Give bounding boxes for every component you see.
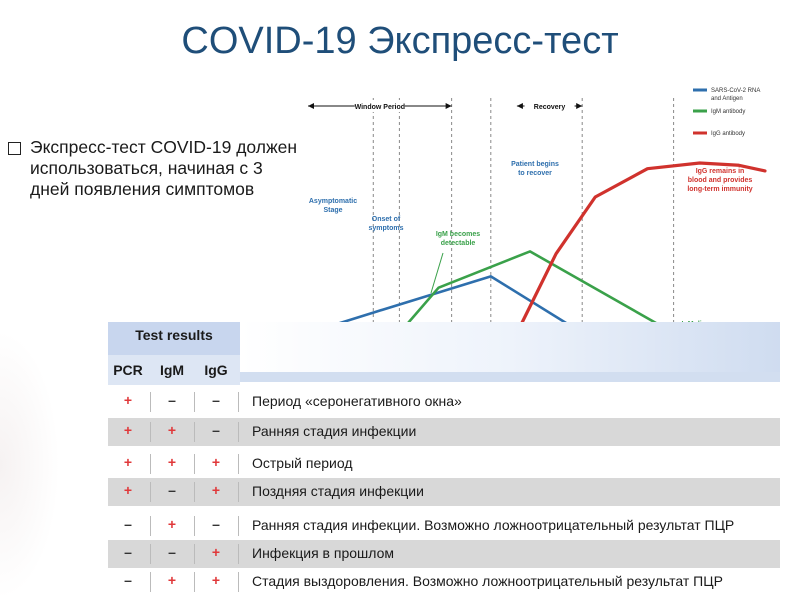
cell-pcr: + bbox=[123, 454, 133, 470]
row-description: Ранняя стадия инфекции. Возможно ложноотрицательный результат ПЦР bbox=[252, 517, 735, 533]
column-separator bbox=[194, 454, 195, 474]
column-separator bbox=[150, 544, 151, 564]
table-row bbox=[108, 388, 780, 416]
cell-igm: + bbox=[167, 422, 177, 438]
column-separator bbox=[194, 544, 195, 564]
annotation-igg-remains: long-term immunity bbox=[687, 186, 753, 193]
annotation-onset: symptoms bbox=[368, 225, 404, 232]
annotation-recover: Patient begins bbox=[511, 161, 559, 168]
column-header-igm: IgM bbox=[159, 362, 185, 378]
annotation-recover: to recover bbox=[518, 170, 552, 177]
annotation-igm-detectable: detectable bbox=[440, 240, 476, 247]
checkbox-bullet-icon bbox=[8, 142, 21, 155]
table-header-gradient bbox=[240, 322, 780, 372]
column-separator bbox=[238, 392, 239, 412]
annotation-igg-remains: blood and provides bbox=[687, 177, 753, 184]
table-row bbox=[108, 450, 780, 478]
column-separator bbox=[150, 422, 151, 442]
column-separator bbox=[150, 516, 151, 536]
column-separator bbox=[194, 422, 195, 442]
page-title: COVID-19 Экспресс-тест bbox=[181, 20, 619, 62]
row-description: Стадия выздоровления. Возможно ложноотрицательный результат ПЦР bbox=[252, 573, 723, 589]
column-separator bbox=[238, 454, 239, 474]
cell-igg: + bbox=[211, 482, 221, 498]
column-separator bbox=[238, 572, 239, 592]
column-header-pcr: PCR bbox=[113, 362, 143, 378]
row-description: Период «серонегативного окна» bbox=[252, 393, 462, 409]
cell-igm: + bbox=[167, 572, 177, 588]
annotation-igm-detectable: IgM becomes bbox=[435, 231, 481, 238]
cell-igg: + bbox=[211, 454, 221, 470]
table-row bbox=[108, 568, 780, 596]
cell-pcr: + bbox=[123, 422, 133, 438]
cell-pcr: + bbox=[123, 482, 133, 498]
column-separator bbox=[150, 454, 151, 474]
row-description: Поздняя стадия инфекции bbox=[252, 483, 424, 499]
cell-igm: + bbox=[167, 454, 177, 470]
column-separator bbox=[150, 572, 151, 592]
cell-pcr: + bbox=[123, 392, 133, 408]
cell-igm: – bbox=[168, 544, 176, 560]
cell-igm: – bbox=[168, 392, 176, 408]
cell-igg: + bbox=[211, 572, 221, 588]
bullet-text: Экспресс-тест COVID-19 должен использоваться, начиная с 3 дней появления симптомов bbox=[30, 137, 298, 199]
legend-entry: IgG antibody bbox=[711, 131, 746, 137]
annotation-igg-remains: IgG remains in bbox=[695, 168, 745, 175]
table-row bbox=[108, 540, 780, 568]
period-label: Window Period bbox=[354, 104, 406, 111]
column-separator bbox=[238, 544, 239, 564]
row-description: Ранняя стадия инфекции bbox=[252, 423, 417, 439]
column-separator bbox=[150, 392, 151, 412]
cell-pcr: – bbox=[124, 516, 132, 532]
column-separator bbox=[150, 482, 151, 502]
column-separator bbox=[238, 482, 239, 502]
column-separator bbox=[194, 392, 195, 412]
row-description: Острый период bbox=[252, 455, 353, 471]
header-stripe bbox=[240, 372, 780, 382]
legend-entry: SARS-CoV-2 RNA bbox=[711, 88, 761, 94]
column-separator bbox=[238, 516, 239, 536]
annotation-onset: Onset of bbox=[371, 216, 401, 223]
table-row bbox=[108, 418, 780, 446]
table-row bbox=[108, 478, 780, 506]
column-separator bbox=[194, 482, 195, 502]
annotation-asymptomatic: Asymptomatic bbox=[308, 198, 358, 205]
cell-igg: – bbox=[212, 392, 220, 408]
column-separator bbox=[194, 572, 195, 592]
cell-igm: + bbox=[167, 516, 177, 532]
cell-igg: – bbox=[212, 422, 220, 438]
cell-pcr: – bbox=[124, 572, 132, 588]
column-header-igg: IgG bbox=[204, 362, 228, 378]
test-results-table bbox=[0, 322, 780, 602]
table-row bbox=[108, 512, 780, 540]
test-results-title: Test results bbox=[135, 327, 213, 343]
cell-igg: + bbox=[211, 544, 221, 560]
column-separator bbox=[194, 516, 195, 536]
cell-pcr: – bbox=[124, 544, 132, 560]
cell-igg: – bbox=[212, 516, 220, 532]
annotation-asymptomatic: Stage bbox=[323, 207, 343, 214]
cell-igm: – bbox=[168, 482, 176, 498]
column-separator bbox=[238, 422, 239, 442]
period-label: Recovery bbox=[533, 104, 566, 111]
legend-entry: IgM antibody bbox=[711, 109, 746, 115]
legend-entry-cont: and Antigen bbox=[711, 96, 743, 102]
row-description: Инфекция в прошлом bbox=[252, 545, 394, 561]
